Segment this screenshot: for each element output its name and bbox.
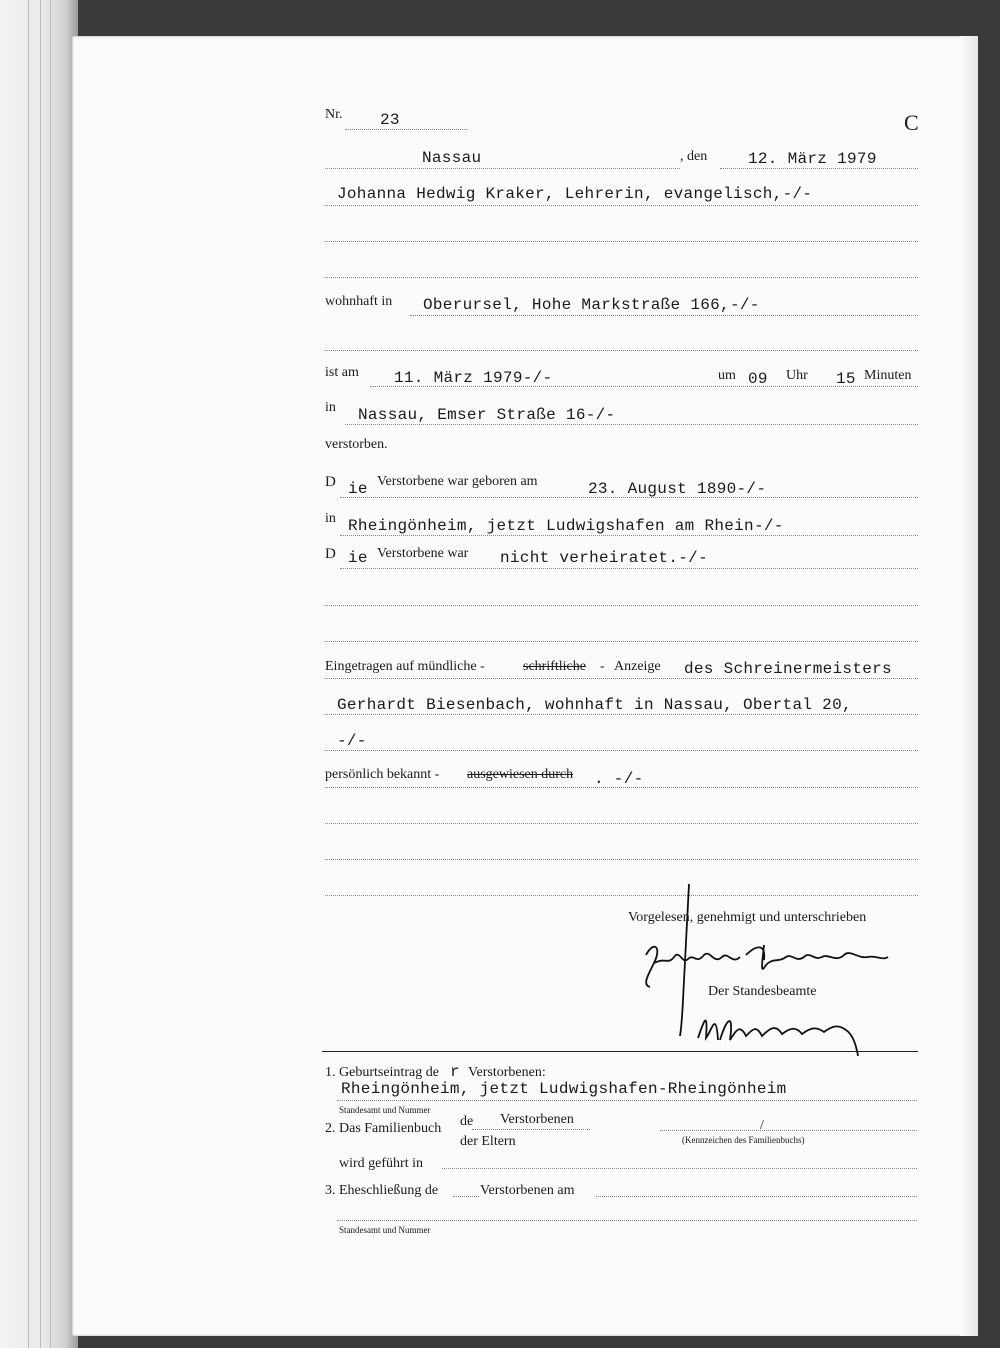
rule [345,424,918,425]
death-in-label: in [325,400,336,415]
den-label: , den [680,149,708,164]
item2-label: Das Familienbuch [339,1121,442,1136]
death-date: 11. März 1979-/- [394,369,553,387]
wohnhaft-label: wohnhaft in [325,294,393,309]
anzeige-label: Anzeige [614,659,661,674]
nr-label: Nr. [325,107,343,122]
ausgewiesen-struck: ausgewiesen durch [467,767,574,782]
rule [337,1220,917,1221]
schriftliche-struck: schriftliche [523,659,586,674]
rule [453,1196,479,1197]
rule [325,641,918,642]
item1-r: r [450,1063,460,1081]
item3-num: 3. [325,1183,336,1198]
verstorben-label: verstorben. [325,437,388,452]
rule [325,605,918,606]
item2-eltern: der Eltern [460,1134,516,1149]
ist-am-label: ist am [325,365,359,380]
rule [410,315,918,316]
item3-label2: Verstorbenen am [480,1183,575,1198]
rule [660,1130,917,1131]
item1-label2: Verstorbenen: [468,1065,546,1080]
bekannt-value: . -/- [594,770,644,788]
place-line [325,168,680,169]
informant-line-end: -/- [337,732,367,750]
dash: - [600,659,605,674]
informant-line: Gerhardt Biesenbach, wohnhaft in Nassau, Obertal 20, [337,696,852,714]
rule [325,241,918,242]
standesamt-label-2: Standesamt und Nummer [339,1225,431,1235]
kennzeichen-label: (Kennzeichen des Familienbuchs) [682,1135,805,1145]
minuten-label: Minuten [864,368,912,383]
rule [325,823,918,824]
document-page [72,36,962,1336]
nr-line [345,129,467,130]
rule [325,895,918,896]
name-line: Johanna Hedwig Kraker, Lehrerin, evangelisch,-/- [337,185,813,203]
rule [325,787,918,788]
item2-verstorbenen: Verstorbenen [500,1112,574,1127]
ie-text: ie [348,480,368,498]
d-label: D [325,474,336,490]
birth-in-label: in [325,511,336,526]
death-hour: 09 [748,370,768,388]
rule [370,386,918,387]
register-letter: C [904,110,919,135]
book-binding [0,0,78,1348]
rule [325,350,918,351]
death-place: Nassau, Emser Straße 16-/- [358,406,616,424]
familienbuch-slash: / [760,1118,764,1133]
wird-label: wird geführt in [339,1156,423,1171]
rule [325,859,918,860]
item1-num: 1. [325,1065,336,1080]
geboren-label: Verstorbene war geboren am [377,474,538,489]
birth-register-entry: Rheingönheim, jetzt Ludwigshafen-Rheingönheim [341,1080,787,1098]
birth-date: 23. August 1890-/- [588,480,767,498]
nr-value: 23 [380,111,400,129]
status-value: nicht verheiratet.-/- [500,549,708,567]
rule [325,714,918,715]
item3-label: Eheschließung de [339,1183,439,1198]
rule [325,750,918,751]
rule [340,535,918,536]
bekannt-label: persönlich bekannt - [325,767,440,782]
rule [337,1100,917,1101]
rule [442,1168,917,1169]
rule [596,1196,917,1197]
rule [325,277,918,278]
vorgelesen-label: Vorgelesen, genehmigt und unterschrieben [628,910,867,925]
status-ie-text: ie [348,549,368,567]
standesamt-label: Standesamt und Nummer [339,1105,431,1115]
separator-line [322,1051,918,1052]
status-label: Verstorbene war [377,546,469,561]
anzeige-value: des Schreinermeisters [684,660,892,678]
status-d-label: D [325,546,336,562]
um-label: um [718,368,736,383]
item2-num: 2. [325,1121,336,1136]
wohnhaft-value: Oberursel, Hohe Markstraße 166,-/- [423,296,760,314]
rule [340,568,918,569]
standesbeamte-label: Der Standesbeamte [708,984,817,999]
rule [472,1129,590,1130]
registration-date: 12. März 1979 [748,150,877,168]
death-minutes: 15 [836,370,856,388]
rule [325,678,918,679]
item1-label: Geburtseintrag de [339,1065,439,1080]
date-line [720,168,918,169]
birth-place: Rheingönheim, jetzt Ludwigshafen am Rhein-/- [348,517,784,535]
item2-de: de [460,1114,474,1129]
eingetragen-label: Eingetragen auf mündliche - [325,659,485,674]
rule [325,205,918,206]
place: Nassau [422,149,482,167]
rule [340,497,918,498]
uhr-label: Uhr [786,368,808,383]
page-edge [960,36,978,1336]
